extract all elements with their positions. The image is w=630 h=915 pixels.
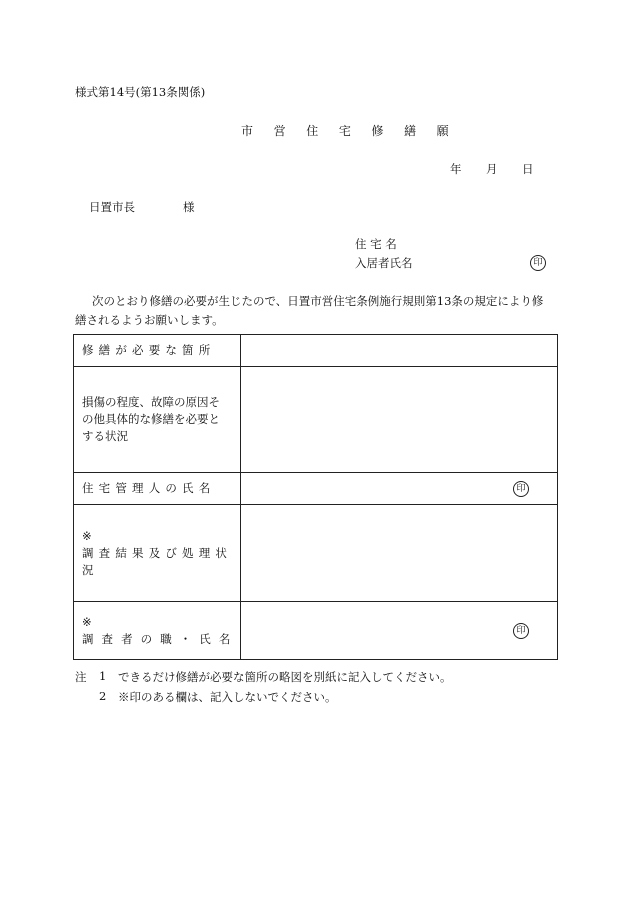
inspection-result-field[interactable] <box>241 505 558 602</box>
body-text-line1: 次のとおり修繕の必要が生じたので、日置市営住宅条例施行規則第13条の規定により修 <box>92 294 544 308</box>
reference-mark: ※ <box>82 528 92 543</box>
repair-location-label: 修繕が必要な箇所 <box>74 335 241 367</box>
addressee-honorific: 様 <box>183 200 195 214</box>
reference-mark: ※ <box>82 614 92 629</box>
damage-condition-label: 損傷の程度、故障の原因そ の他具体的な修繕を必要と する状況 <box>74 367 241 473</box>
repair-request-table <box>73 334 558 660</box>
table-row <box>74 367 558 473</box>
form-title: 市 営 住 宅 修 繕 願 <box>241 124 458 138</box>
repair-location-field[interactable] <box>241 335 558 367</box>
damage-condition-field[interactable] <box>241 367 558 473</box>
manager-seal-icon: 印 <box>513 481 529 497</box>
note-2-number: 2 <box>99 689 107 703</box>
resident-seal-icon <box>530 254 546 271</box>
note-1-text: できるだけ修繕が必要な箇所の略図を別紙に記入してください。 <box>118 670 452 684</box>
inspector-name-label: ※ 調査者の職・氏名 <box>74 602 241 660</box>
note-1-number: 1 <box>99 669 107 683</box>
date-day-label: 日 <box>522 162 534 176</box>
date-month-label: 月 <box>486 162 498 176</box>
addressee-name: 日置市長 <box>89 200 135 214</box>
form-number: 様式第14号(第13条関係) <box>75 85 206 99</box>
notes-prefix: 注 <box>75 670 87 684</box>
table-row <box>74 473 558 505</box>
resident-name-label: 入居者氏名 <box>355 256 413 270</box>
note-2-text: ※印のある欄は、記入しないでください。 <box>118 690 337 704</box>
table-row <box>74 602 558 660</box>
inspector-name-field[interactable] <box>241 602 558 660</box>
date-year-label: 年 <box>450 162 462 176</box>
inspection-result-label: ※ 調査結果及び処理状況 <box>74 505 241 602</box>
table-row <box>74 335 558 367</box>
manager-name-field[interactable] <box>241 473 558 505</box>
house-name-label: 住 宅 名 <box>355 237 397 251</box>
seal-mark: 印 <box>530 255 546 271</box>
inspector-seal-icon: 印 <box>513 623 529 639</box>
manager-name-label: 住宅管理人の氏名 <box>74 473 241 505</box>
body-text-line2: 繕されるようお願いします。 <box>75 313 224 327</box>
table-row <box>74 505 558 602</box>
